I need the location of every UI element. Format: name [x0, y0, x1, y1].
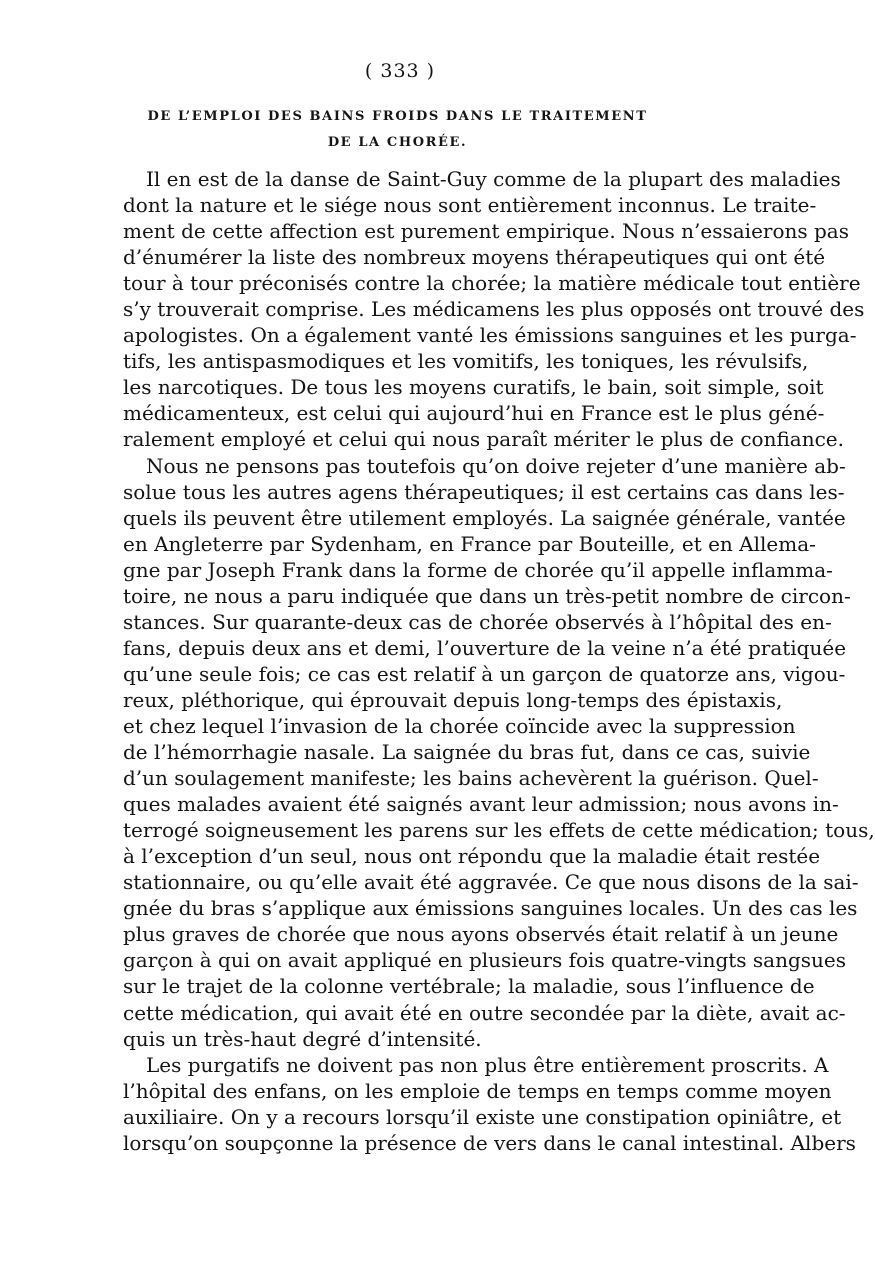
text-line: dont la nature et le siége nous sont entièrement inconnus. Le traite-	[123, 193, 817, 218]
text-line: d’énumérer la liste des nombreux moyens thérapeutiques qui ont été	[123, 245, 826, 270]
text-line: fans, depuis deux ans et demi, l’ouverture de la veine n’a été pratiquée	[123, 635, 847, 660]
text-line: l’hôpital des enfans, on les emploie de temps en temps comme moyen	[123, 1078, 832, 1103]
text-line: lorsqu’on soupçonne la présence de vers dans le canal intestinal. Albers	[123, 1130, 856, 1155]
text-line: cette médication, qui avait été en outre secondée par la diète, avait ac-	[123, 1000, 846, 1025]
chapter-title-line-1: DE L’EMPLOI DES BAINS FROIDS DANS LE TRAITEMENT	[147, 109, 648, 124]
text-line: Nous ne pensons pas toutefois qu’on doive rejeter d’une manière ab-	[146, 453, 846, 478]
body-text	[123, 166, 875, 1156]
text-line: tour à tour préconisés contre la chorée; la matière médicale tout entière	[123, 271, 861, 296]
text-line: d’un soulagement manifeste; les bains achevèrent la guérison. Quel-	[123, 766, 819, 791]
text-line: gne par Joseph Frank dans la forme de chorée qu’il appelle inflamma-	[123, 557, 833, 582]
text-line: auxiliaire. On y a recours lorsqu’il existe une constipation opiniâtre, et	[123, 1104, 842, 1129]
chapter-title-line-2: DE LA CHORÉE.	[327, 135, 468, 150]
text-line: Les purgatifs ne doivent pas non plus être entièrement proscrits. A	[146, 1052, 829, 1077]
text-line: en Angleterre par Sydenham, en France par Bouteille, et en Allema-	[123, 531, 816, 556]
text-line: reux, pléthorique, qui éprouvait depuis long-temps des épistaxis,	[123, 687, 783, 712]
text-line: de l’hémorrhagie nasale. La saignée du bras fut, dans ce cas, suivie	[123, 740, 811, 765]
text-line: Il en est de la danse de Saint-Guy comme de la plupart des maladies	[146, 167, 841, 191]
text-line: gnée du bras s’applique aux émissions sanguines locales. Un des cas les	[123, 896, 858, 921]
text-line: quels ils peuvent être utilement employés. La saignée générale, vantée	[123, 505, 846, 530]
text-line: ralement employé et celui qui nous paraît mériter le plus de confiance.	[123, 427, 844, 452]
text-line: stances. Sur quarante-deux cas de chorée observés à l’hôpital des en-	[123, 609, 832, 634]
text-line: médicamenteux, est celui qui aujourd’hui en France est le plus géné-	[123, 401, 825, 426]
text-line: les narcotiques. De tous les moyens curatifs, le bain, soit simple, soit	[123, 375, 824, 400]
text-line: ment de cette affection est purement empirique. Nous n’essaierons pas	[123, 219, 849, 244]
text-line: stationnaire, ou qu’elle avait été aggravée. Ce que nous disons de la sai-	[123, 870, 859, 895]
text-line: et chez lequel l’invasion de la chorée coïncide avec la suppression	[123, 713, 796, 738]
text-line: apologistes. On a également vanté les émissions sanguines et les purga-	[123, 323, 857, 348]
text-line: à l’exception d’un seul, nous ont répondu que la maladie était restée	[123, 844, 821, 869]
text-line: plus graves de chorée que nous ayons observés était relatif à un jeune	[123, 922, 839, 947]
text-line: qu’une seule fois; ce cas est relatif à un garçon de quatorze ans, vigou-	[123, 661, 846, 686]
text-line: terrogé soigneusement les parens sur les effets de cette médication; tous,	[123, 818, 875, 843]
page-number: ( 333 )	[364, 60, 436, 82]
text-line: ques malades avaient été saignés avant leur admission; nous avons in-	[123, 792, 839, 817]
text-line: toire, ne nous a paru indiquée que dans un très-petit nombre de circon-	[123, 583, 851, 608]
text-line: solue tous les autres agens thérapeutiques; il est certains cas dans les-	[123, 479, 845, 504]
text-line: s’y trouverait comprise. Les médicamens les plus opposés ont trouvé des	[123, 297, 865, 322]
text-line: tifs, les antispasmodiques et les vomitifs, les toniques, les révulsifs,	[123, 349, 809, 374]
text-line: quis un très-haut degré d’intensité.	[123, 1026, 482, 1051]
text-line: garçon à qui on avait appliqué en plusieurs fois quatre-vingts sangsues	[123, 948, 847, 973]
text-line: sur le trajet de la colonne vertébrale; la maladie, sous l’influence de	[123, 974, 815, 999]
